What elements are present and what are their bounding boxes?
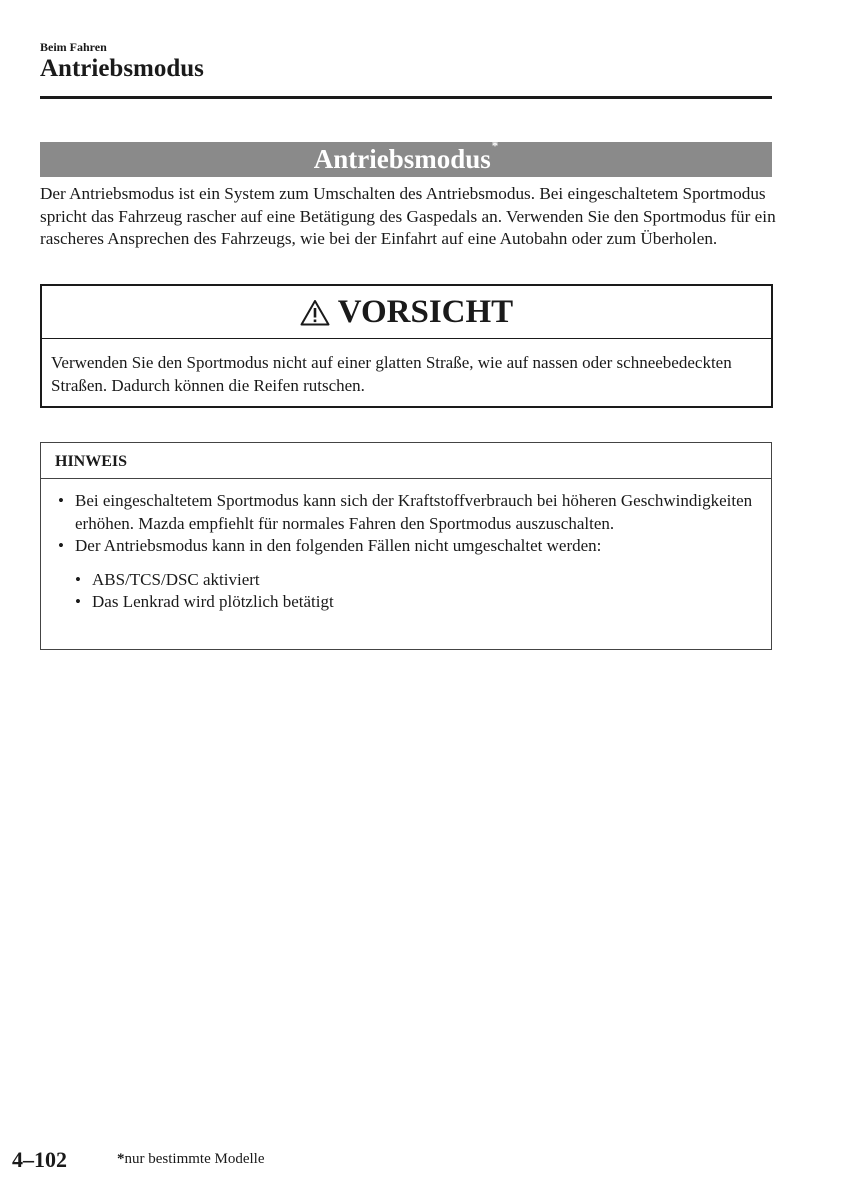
list-item: [41, 490, 771, 535]
note-header: HINWEIS: [41, 443, 771, 479]
bullet: •: [75, 592, 81, 611]
section-title: Antriebsmodus: [313, 144, 491, 174]
caution-header: [42, 286, 771, 339]
header-divider: [40, 96, 772, 99]
caution-title: VORSICHT: [337, 293, 514, 330]
bullet: •: [75, 569, 81, 589]
list-item-text: Bei eingeschaltetem Sportmodus kann sich der Kraftstoffverbrauch bei höheren Geschwindigkeiten erhöhen. Mazda empfiehlt für normales Fahren den Sportmodus auszuschalten.: [75, 491, 753, 533]
list-item-text: Der Antriebsmodus kann in den folgenden Fällen nicht umgeschaltet werden:: [75, 536, 602, 555]
footnote: [117, 1151, 264, 1168]
note-box: [40, 442, 772, 650]
caution-box: [40, 284, 773, 408]
footnote-asterisk: *: [117, 1151, 125, 1167]
bullet: •: [58, 491, 64, 510]
section-asterisk: *: [491, 138, 499, 153]
page-number: 4–102: [12, 1147, 67, 1172]
bullet: •: [58, 536, 64, 555]
note-list: [41, 479, 771, 614]
page-title: Antriebsmodus: [40, 55, 204, 82]
warning-triangle-icon: [300, 299, 330, 326]
list-item: [41, 535, 771, 614]
sub-list: [75, 569, 771, 614]
intro-paragraph: Der Antriebsmodus ist ein System zum Umschalten des Antriebsmodus. Bei eingeschaltetem Sportmodus spricht das Fahrzeug rascher auf eine Betätigung des Gaspedals an. Verwenden Sie den Sportmodus für ein rascheres Ansprechen des Fahrzeugs, wie bei der Einfahrt auf eine Autobahn oder zum Überholen.: [40, 184, 776, 248]
sub-list-item: [75, 591, 771, 614]
section-title-bar: [40, 138, 772, 177]
caution-text: Verwenden Sie den Sportmodus nicht auf einer glatten Straße, wie auf nassen oder schneebedeckten Straßen. Dadurch können die Reifen rutschen.: [51, 353, 732, 395]
sub-list-item: [75, 569, 771, 592]
footnote-text: nur bestimmte Modelle: [124, 1151, 265, 1167]
sub-list-item-text: Das Lenkrad wird plötzlich betätigt: [92, 592, 334, 611]
sub-list-item-text: ABS/TCS/DSC aktiviert: [92, 569, 260, 589]
chapter-label: Beim Fahren: [40, 40, 107, 54]
